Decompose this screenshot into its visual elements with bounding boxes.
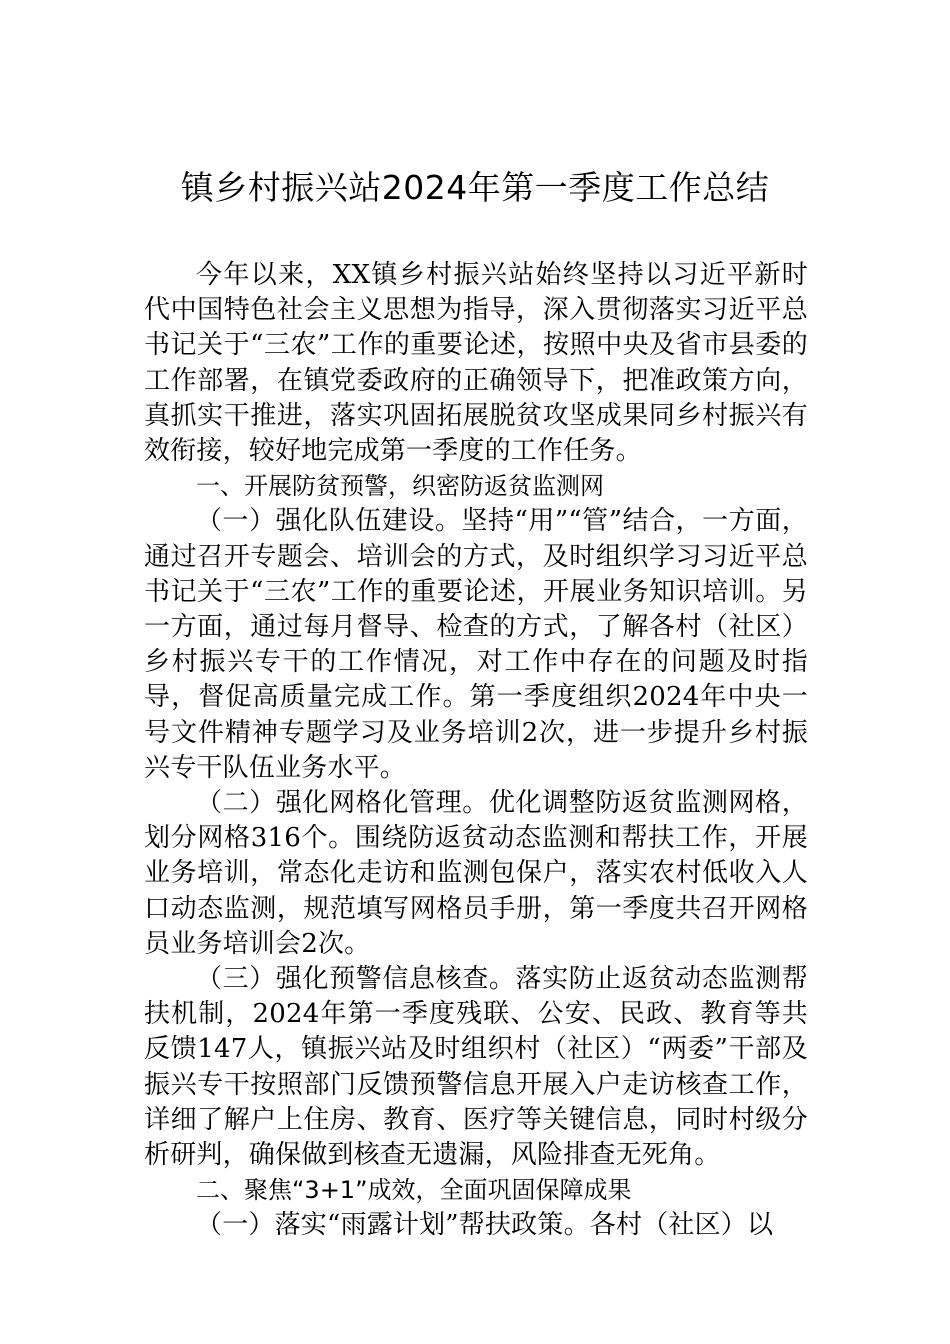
intro-paragraph: 今年以来，XX镇乡村振兴站始终坚持以习近平新时代中国特色社会主义思想为指导，深入贯彻落实习近平总书记关于“三农”工作的重要论述，按照中央及省市县委的工作部署，在镇党委政府的正确领导下，把准政策方向，真抓实干推进，落实巩固拓展脱贫攻坚成果同乡村振兴有效衔接，较好地完成第一季度的工作任务。 xyxy=(144,260,808,467)
section-heading-1: 一、开展防贫预警，织密防返贫监测网 xyxy=(196,472,604,501)
subsection-paragraph-1-3: （三）强化预警信息核查。落实防止返贫动态监测帮扶机制，2024年第一季度残联、公安、民政、教育等共反馈147人，镇振兴站及时组织村（社区）“两委”干部及振兴专干按照部门反馈预警信息开展入户走访核查工作，详细了解户上住房、教育、医疗等关键信息，同时村级分析研判，确保做到核查无遗漏，风险排查无死角。 xyxy=(144,964,808,1171)
document-title: 镇乡村振兴站2024年第一季度工作总结 xyxy=(180,168,770,207)
subsection-paragraph-1-2: （二）强化网格化管理。优化调整防返贫监测网格，划分网格316个。围绕防返贫动态监测和帮扶工作，开展业务培训，常态化走访和监测包保户，落实农村低收入人口动态监测，规范填写网格员手册，第一季度共召开网格员业务培训会2次。 xyxy=(144,788,808,959)
section-heading-2: 二、聚焦“3+1”成效，全面巩固保障成果 xyxy=(196,1176,632,1205)
document-body xyxy=(144,258,808,1244)
subsection-paragraph-1-1: （一）强化队伍建设。坚持“用”“管”结合，一方面，通过召开专题会、培训会的方式，及时组织学习习近平总书记关于“三农”工作的重要论述，开展业务知识培训。另一方面，通过每月督导、检查的方式，了解各村（社区）乡村振兴专干的工作情况，对工作中存在的问题及时指导，督促高质量完成工作。第一季度组织2024年中央一号文件精神专题学习及业务培训2次，进一步提升乡村振兴专干队伍业务水平。 xyxy=(144,506,808,783)
subsection-paragraph-2-1: （一）落实“雨露计划”帮扶政策。各村（社区）以 xyxy=(196,1210,774,1241)
